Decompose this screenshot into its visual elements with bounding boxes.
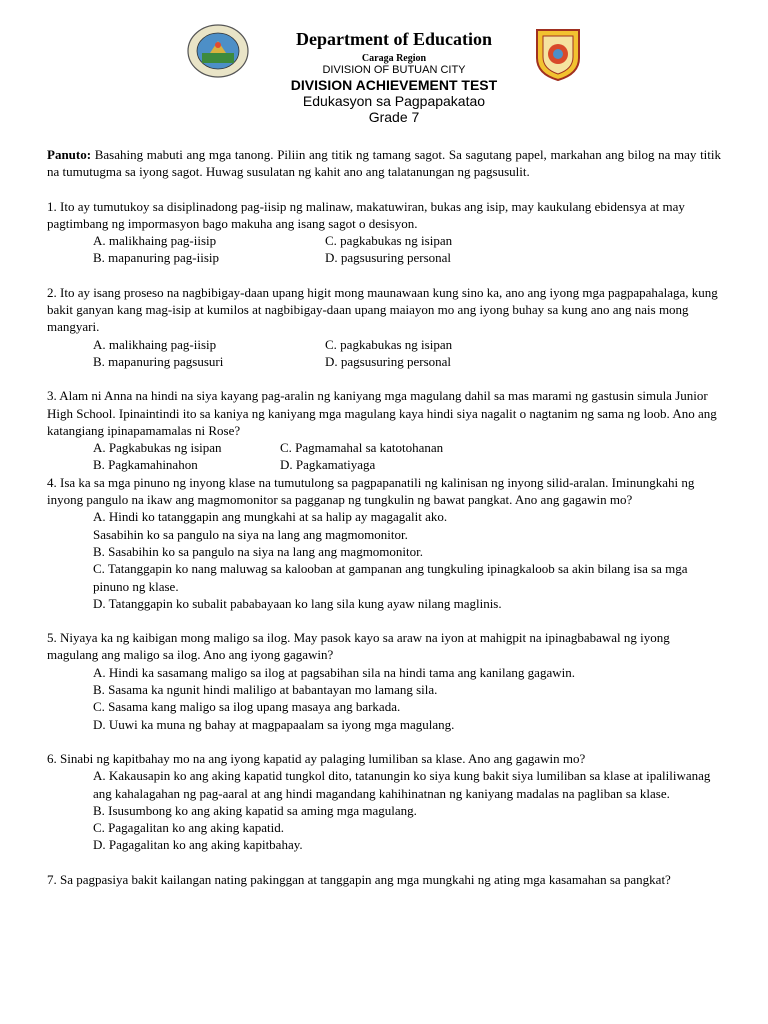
option-b: B. mapanuring pag-iisip	[93, 250, 220, 266]
option-a-continuation: Sasabihin ko sa pangulo na siya na lang ang magmomonitor.	[93, 526, 408, 542]
option-b: B. Sasama ka ngunit hindi maliligo at babantayan mo lamang sila.	[93, 682, 438, 698]
question-text: 4. Isa ka sa mga pinuno ng inyong klase na tumutulong sa pagpapanatili ng kalinisan ng inyong silid-aralan. Iminungkahi ng inyong pangulo na ikaw ang magmomonitor sa pagganap ng tungkulin ng bawat pangkat. Ano ang gagawin mo?	[47, 474, 695, 508]
directions-label: Panuto:	[47, 147, 92, 162]
option-b: B. mapanuring pagsusuri	[93, 353, 224, 369]
question-text: 3. Alam ni Anna na hindi na siya kayang pag-aralin ng kaniyang mga magulang dahil sa mas marami ng gastusin simula Junior High School. Ipinaintindi ito sa kaniya ng kaniyang mga magulang kaya hindi siya nagalit o nagtanim ng sama ng loob. Ano ang katangiang ipinapamamalas ni Rose?	[47, 388, 717, 438]
question-4	[47, 474, 721, 612]
option-c: C. Sasama kang maligo sa ilog upang masaya ang barkada.	[93, 699, 401, 715]
region-name: Caraga Region	[361, 53, 427, 64]
directions-text: Basahing mabuti ang mga tanong. Piliin ang titik ng tamang sagot. Sa sagutang papel, markahan ang bilog na may titik na tumutugma sa iyong sagot. Huwag susulatan ng kahit ano ang talatanungan ng pagsusulit.	[47, 147, 722, 180]
option-a: A. malikhaing pag-iisip	[93, 336, 217, 352]
option-d: D. pagsusuring personal	[325, 250, 452, 266]
question-5	[47, 629, 721, 733]
question-text: 7. Sa pagpasiya bakit kailangan nating pakinggan at tanggapin ang mga mungkahi ng ating mga kasamahan sa pangkat?	[47, 871, 671, 887]
option-c: C. Pagmamahal sa katotohanan	[280, 440, 444, 456]
option-c: C. pagkabukas ng isipan	[325, 336, 453, 352]
option-row	[47, 232, 721, 249]
subject-name: Edukasyon sa Pagpapakatao	[302, 93, 486, 109]
directions-paragraph	[47, 146, 721, 181]
option-row	[47, 336, 721, 353]
option-d: D. Pagkamatiyaga	[280, 457, 376, 473]
question-6	[47, 750, 721, 854]
division-name: DIVISION OF BUTUAN CITY	[322, 64, 466, 76]
question-text: 6. Sinabi ng kapitbahay mo na ang iyong kapatid ay palaging lumiliban sa klase. Ano ang gagawin mo?	[47, 750, 586, 766]
question-text: 2. Ito ay isang proseso na nagbibigay-daan upang higit mong maunawaan kung sino ka, ano ang iyong mga pagpapahalaga, kung bakit ganyan kang mag-isip at kumilos at nagbibigay-daan upang maiayon mo ang iyong buhay sa kung ano ang nais mong mangyari.	[47, 284, 718, 335]
option-d: D. Uuwi ka muna ng bahay at magpapaalam sa iyong mga magulang.	[93, 716, 455, 732]
option-d: D. Pagagalitan ko ang aking kapitbahay.	[93, 837, 303, 853]
option-row	[47, 249, 721, 266]
option-d: D. Tatanggapin ko subalit pababayaan ko lang sila kung ayaw nilang maglinis.	[93, 595, 502, 611]
option-a: A. Hindi ko tatanggapin ang mungkahi at sa halip ay magagalit ako.	[93, 509, 448, 525]
question-3	[47, 387, 721, 473]
question-text: 5. Niyaya ka ng kaibigan mong maligo sa ilog. May pasok kayo sa araw na iyon at mahigpit na ipinagbabawal ng iyong magulang ang maligo sa ilog. Ano ang iyong gagawin?	[47, 630, 670, 663]
option-d: D. pagsusuring personal	[325, 353, 452, 369]
option-a: A. Hindi ka sasamang maligo sa ilog at pagsabihan sila na hindi tama ang kanilang gagawin.	[93, 664, 575, 680]
option-c: C. Pagagalitan ko ang aking kapatid.	[93, 820, 284, 836]
question-text: 1. Ito ay tumutukoy sa disiplinadong pag-iisip ng malinaw, makatuwiran, bukas ang isip, may kaukulang ebidensya at may pagtimbang ng impormasyon bago makuha ang isang sagot o desisyon.	[47, 198, 685, 231]
option-row	[47, 353, 721, 370]
option-b: B. Isusumbong ko ang aking kapatid sa aming mga magulang.	[93, 802, 417, 818]
department-name: Department of Education	[296, 29, 492, 49]
option-a: A. malikhaing pag-iisip	[93, 233, 217, 249]
option-c: C. pagkabukas ng isipan	[325, 233, 453, 249]
option-row	[47, 439, 721, 456]
option-row	[47, 456, 721, 473]
grade-level: Grade 7	[368, 109, 420, 125]
option-c: C. Tatanggapin ko nang maluwag sa kalooban at gampanan ang tungkuling ipinagkaloob sa akin bilang isa sa mga pinuno ng klase.	[93, 561, 688, 594]
option-b: B. Pagkamahinahon	[93, 457, 198, 473]
question-7	[47, 871, 721, 888]
option-a: A. Kakausapin ko ang aking kapatid tungkol dito, tatanungin ko siya kung bakit siya lumiliban sa klase at ipaliliwanag ang kahalagahan ng pag-aaral at ang hindi magandang kahihinatnan ng kaniyang madalas na pagliban sa klase.	[93, 768, 711, 801]
document-header	[0, 28, 768, 125]
question-1	[47, 198, 721, 267]
test-title: DIVISION ACHIEVEMENT TEST	[290, 77, 498, 93]
question-2	[47, 284, 721, 370]
option-b: B. Sasabihin ko sa pangulo na siya na lang ang magmomonitor.	[93, 543, 424, 559]
option-a: A. Pagkabukas ng isipan	[93, 440, 222, 456]
exam-content	[47, 146, 721, 888]
